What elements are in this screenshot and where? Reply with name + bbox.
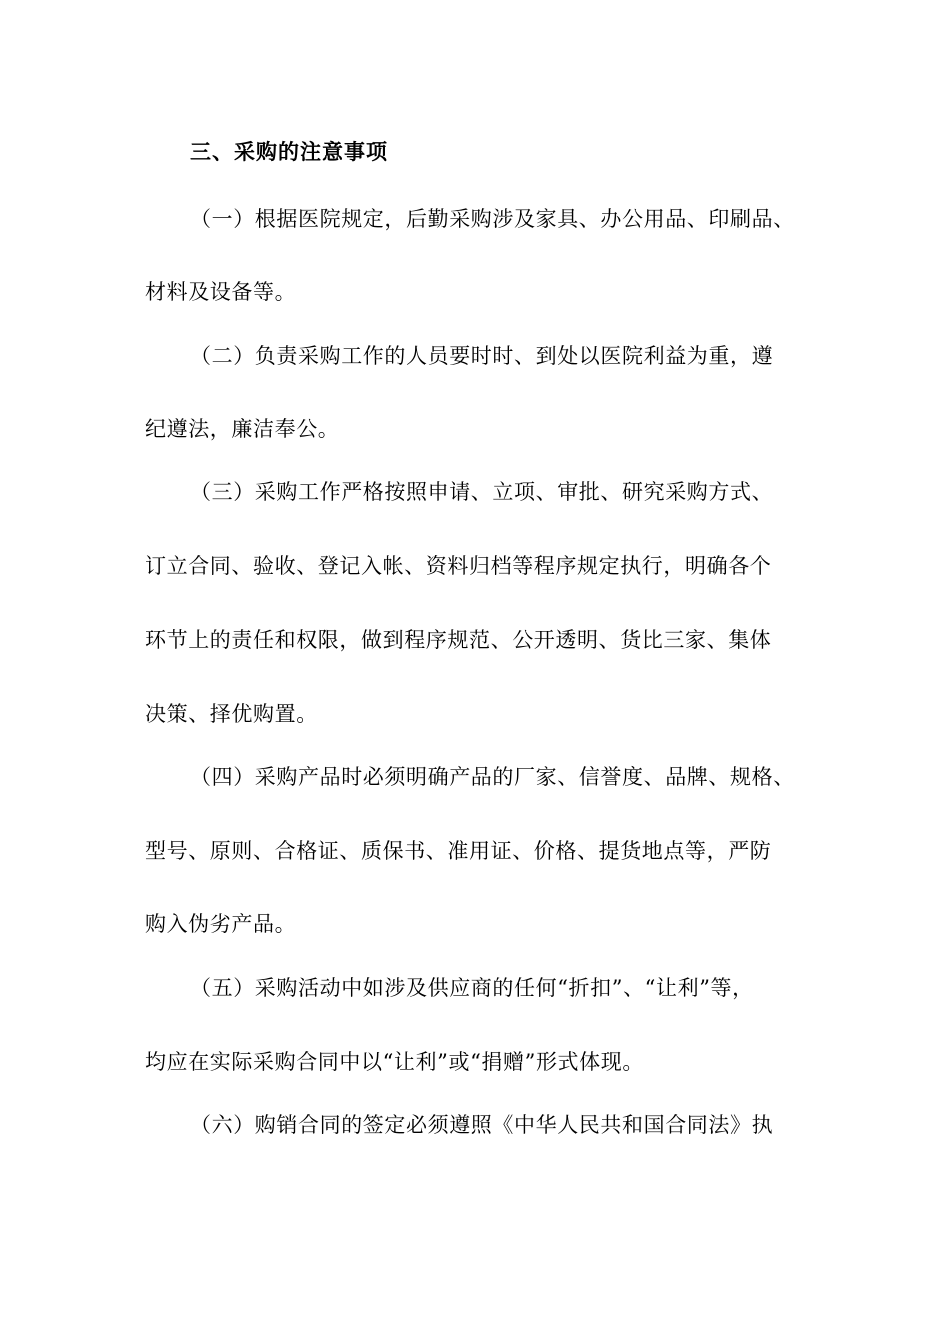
paragraph-5-line-1: （五）采购活动中如涉及供应商的任何“折扣”、“让利”等， [190, 976, 754, 1000]
paragraph-3-line-3: 环节上的责任和权限，做到程序规范、公开透明、货比三家、集体 [145, 628, 772, 652]
paragraph-4-line-2: 型号、原则、合格证、质保书、准用证、价格、提货地点等，严防 [145, 839, 772, 863]
paragraph-1-line-2: 材料及设备等。 [145, 280, 297, 304]
paragraph-2-line-1: （二）负责采购工作的人员要时时、到处以医院利益为重，遵 [190, 344, 774, 368]
paragraph-2-line-2: 纪遵法，廉洁奉公。 [145, 417, 340, 441]
paragraph-4-line-1: （四）采购产品时必须明确产品的厂家、信誉度、品牌、规格、 [190, 765, 795, 789]
paragraph-5-line-2: 均应在实际采购合同中以“让利”或“捐赠”形式体现。 [145, 1050, 644, 1074]
paragraph-3-line-1: （三）采购工作严格按照申请、立项、审批、研究采购方式、 [190, 480, 774, 504]
paragraph-1-line-1: （一）根据医院规定，后勤采购涉及家具、办公用品、印刷品、 [190, 207, 795, 231]
section-heading: 三、采购的注意事项 [190, 139, 388, 164]
paragraph-6-line-1: （六）购销合同的签定必须遵照《中华人民共和国合同法》执 [190, 1113, 774, 1137]
paragraph-3-line-4: 决策、择优购置。 [145, 702, 318, 726]
paragraph-3-line-2: 订立合同、验收、登记入帐、资料归档等程序规定执行，明确各个 [145, 554, 772, 578]
paragraph-4-line-3: 购入伪劣产品。 [145, 912, 297, 936]
